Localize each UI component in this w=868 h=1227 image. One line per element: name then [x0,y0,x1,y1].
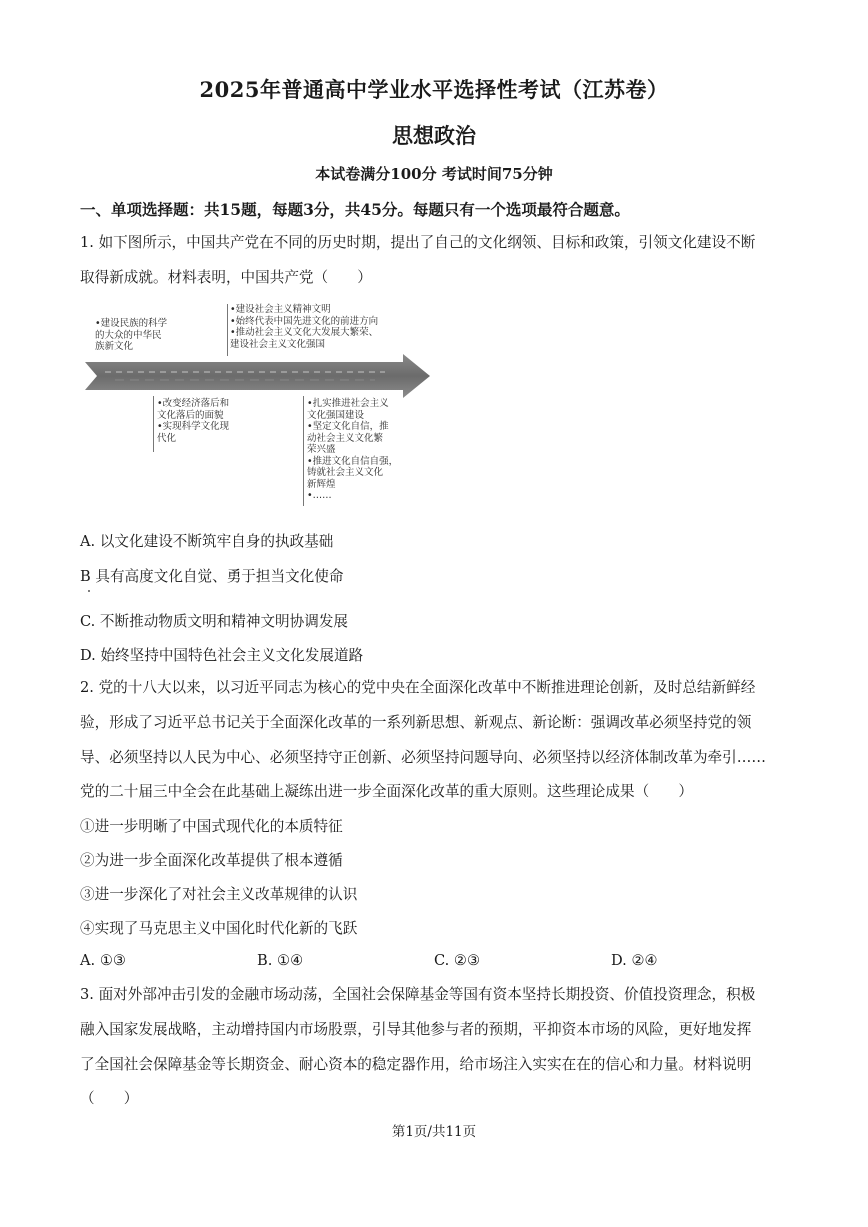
figure-label-early: •建设民族的科学 的大众的中华民 族新文化 [95,318,168,352]
text-line: 3. 面对外部冲击引发的金融市场动荡，全国社会保障基金等国有资本坚持长期投资、价值投资理念，积极 [80,986,756,1003]
scan-speck [88,590,90,592]
text-line: （ ） [80,1090,139,1108]
q1-option-b[interactable]: B 具有高度文化自觉、勇于担当文化使命 [80,568,344,585]
divider [303,396,304,506]
exam-title: 2025年普通高中学业水平选择性考试（江苏卷） [199,77,669,102]
page-number: 第1页/共11页 [391,1124,477,1140]
q2-item-4: ④实现了马克思主义中国化时代化新的飞跃 [80,920,358,937]
question-2-stem [80,671,792,810]
text-line: 取得新成就。材料表明，中国共产党（ ） [80,268,372,286]
q1-option-a[interactable]: A. 以文化建设不断筑牢自身的执政基础 [80,533,334,550]
q2-item-2: ②为进一步全面深化改革提供了根本遵循 [80,852,343,869]
text-line: 1. 如下图所示，中国共产党在不同的历史时期，提出了自己的文化纲领、目标和政策，引领文化建设不断 [80,234,756,251]
q2-item-3: ③进一步深化了对社会主义改革规律的认识 [80,886,358,903]
q1-option-c[interactable]: C. 不断推动物质文明和精神文明协调发展 [80,613,349,630]
text-line: 导、必须坚持以人民为中心、必须坚持守正创新、必须坚持问题导向、必须坚持以经济体制改革为牵引…… [80,748,766,766]
q1-option-d[interactable]: D. 始终坚持中国特色社会主义文化发展道路 [80,647,364,664]
text-line: 2. 党的十八大以来，以习近平同志为核心的党中央在全面深化改革中不断推进理论创新，及时总结新鲜经 [80,679,756,696]
question-1-stem [80,226,792,296]
section-heading: 一、单项选择题：共15题，每题3分，共45分。每题只有一个选项最符合题意。 [80,200,630,219]
culture-policy-figure [85,300,430,510]
text-line: 验，形成了习近平总书记关于全面深化改革的一系列新思想、新观点、新论断：强调改革必须坚持党的领 [80,713,752,731]
q2-item-1: ①进一步明晰了中国式现代化的本质特征 [80,818,343,835]
text-line: 党的二十届三中全会在此基础上凝练出进一步全面深化改革的重大原则。这些理论成果（ ） [80,783,693,801]
divider [227,304,228,356]
timeline-arrow-icon [85,352,430,400]
figure-label-modernization: •改变经济落后和 文化落后的面貌 •实现科学文化现 代化 [157,398,230,444]
figure-label-reform: •建设社会主义精神文明 •始终代表中国先进文化的前进方向 •推动社会主义文化大发展大繁荣、 建设社会主义文化强国 [230,304,379,350]
text-line: 了全国社会保障基金等长期资金、耐心资本的稳定器作用，给市场注入实实在在的信心和力量。材料说明 [80,1055,752,1073]
divider [153,396,154,452]
q2-option-b[interactable]: B. ①④ [257,952,304,969]
exam-meta: 本试卷满分100分 考试时间75分钟 [315,165,553,183]
question-3-stem [80,978,792,1117]
q2-option-d[interactable]: D. ②④ [611,952,658,969]
q2-option-a[interactable]: A. ①③ [80,952,126,969]
figure-label-new-era: •扎实推进社会主义 文化强国建设 •坚定文化自信，推 动社会主义文化繁 荣兴盛 •推进文化自信自强， 铸就社会主义文化 新辉煌 •…… [307,398,399,501]
q2-option-c[interactable]: C. ②③ [434,952,481,969]
text-line: 融入国家发展战略，主动增持国内市场股票，引导其他参与者的预期，平抑资本市场的风险，更好地发挥 [80,1020,752,1038]
subject-title: 思想政治 [392,123,476,148]
